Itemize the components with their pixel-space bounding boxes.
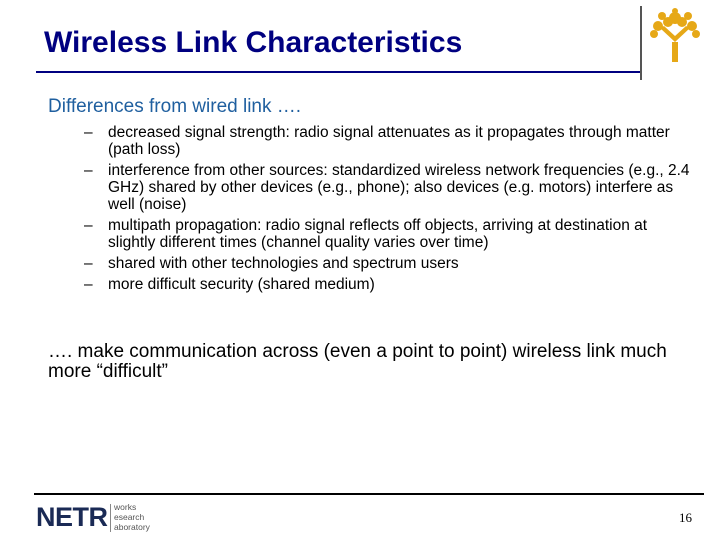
bullet-item — [82, 124, 694, 158]
title-underline — [36, 71, 642, 73]
bullet-item — [82, 162, 694, 213]
bullet-list — [82, 124, 694, 297]
netr-logo — [36, 498, 150, 534]
bullet-text: more difficult security (shared medium) — [108, 276, 375, 293]
netr-logo-line2: esearch — [114, 512, 145, 522]
slide-title: Wireless Link Characteristics — [44, 26, 463, 59]
dash-marker: – — [84, 276, 93, 293]
bullet-item — [82, 255, 694, 272]
lead-text: Differences from wired link …. — [48, 96, 302, 117]
bullet-text: shared with other technologies and spectrum users — [108, 255, 459, 272]
bullet-text: decreased signal strength: radio signal attenuates as it propagates through matter (path loss) — [108, 124, 670, 158]
bullet-text: multipath propagation: radio signal reflects off objects, arriving at destination at slightly different times (channel quality varies over time) — [108, 217, 648, 251]
netr-logo-main: NETR — [36, 502, 108, 532]
page-number: 16 — [679, 510, 692, 525]
dash-marker: – — [84, 162, 93, 179]
bullet-text: interference from other sources: standardized wireless network frequencies (e.g., 2.4 GHz) shared by other devices (e.g., phone); also devices (e.g. motors) interfere as well (noise) — [108, 162, 690, 213]
dash-marker: – — [84, 124, 93, 141]
bullet-item — [82, 276, 694, 293]
tree-logo-icon — [648, 8, 702, 64]
netr-logo-line1: works — [114, 502, 137, 512]
bullet-item — [82, 217, 694, 251]
footer-divider — [34, 493, 704, 495]
dash-marker: – — [84, 255, 93, 272]
closing-text: …. make communication across (even a point to point) wireless link much more “difficult” — [48, 341, 667, 382]
netr-logo-bar — [110, 504, 111, 532]
logo-divider — [640, 6, 642, 80]
dash-marker: – — [84, 217, 93, 234]
netr-logo-line3: aboratory — [114, 522, 150, 532]
